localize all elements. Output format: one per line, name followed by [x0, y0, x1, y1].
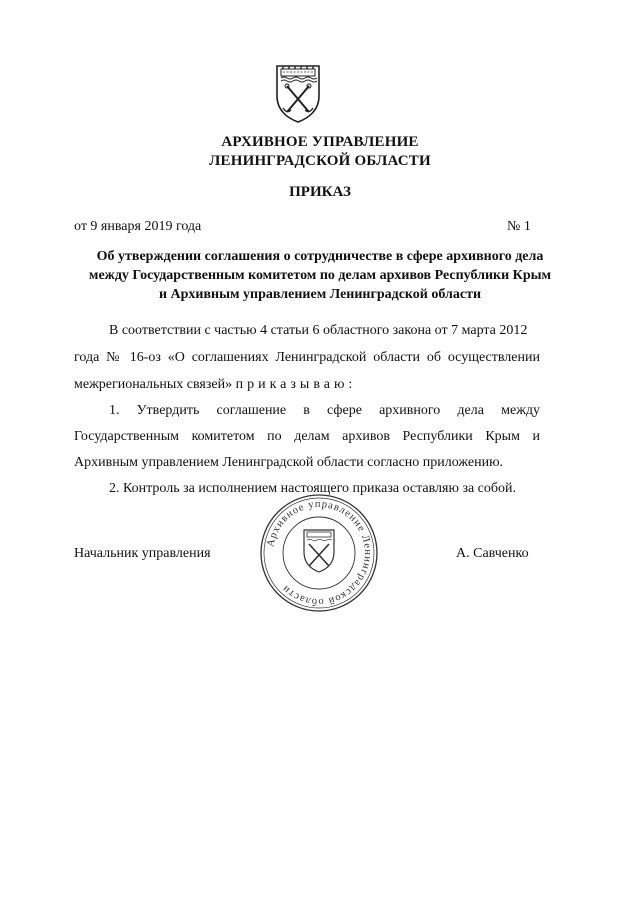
item2-text: 2. Контроль за исполнением настоящего приказа оставляю за собой. [109, 481, 517, 496]
coat-of-arms-emblem-icon [273, 60, 323, 124]
body-paragraph1-line3 [74, 377, 356, 393]
subject-line3: и Архивным управлением Ленинградской области [158, 287, 482, 302]
body-paragraph1-line3-start: межрегиональных связей» [74, 377, 233, 392]
signatory-position: Начальник управления [74, 546, 211, 561]
svg-text:Архивное управление Ленинградс [265, 499, 373, 607]
official-seal-stamp [258, 492, 380, 614]
order-number: № 1 [507, 219, 531, 234]
organization-name-line2: ЛЕНИНГРАДСКОЙ ОБЛАСТИ [209, 153, 431, 169]
seal-emblem-icon [304, 530, 334, 572]
body-paragraph1-line1: В соответствии с частью 4 статьи 6 областного закона от 7 марта 2012 [109, 323, 528, 338]
item1-line2: Государственным комитетом по делам архивов Республики Крым и [74, 429, 540, 444]
organization-name-line1: АРХИВНОЕ УПРАВЛЕНИЕ [221, 134, 419, 150]
item1-line3: Архивным управлением Ленинградской области согласно приложению. [74, 455, 504, 470]
order-keyword: приказываю: [235, 377, 357, 392]
item1-line1: 1. Утвердить соглашение в сфере архивного дела между [109, 403, 540, 418]
signatory-name: А. Савченко [456, 546, 529, 561]
seal-ring-text: Архивное управление Ленинградской области [265, 498, 374, 608]
subject-line2: между Государственным комитетом по делам архивов Республики Крым [88, 268, 552, 283]
order-date: от 9 января 2019 года [74, 219, 202, 234]
document-type-title: ПРИКАЗ [289, 184, 351, 200]
body-paragraph1-line2: года № 16-оз «О соглашениях Ленинградской области об осуществлении [74, 350, 540, 365]
subject-line1: Об утверждении соглашения о сотрудничестве в сфере архивного дела [96, 249, 544, 264]
